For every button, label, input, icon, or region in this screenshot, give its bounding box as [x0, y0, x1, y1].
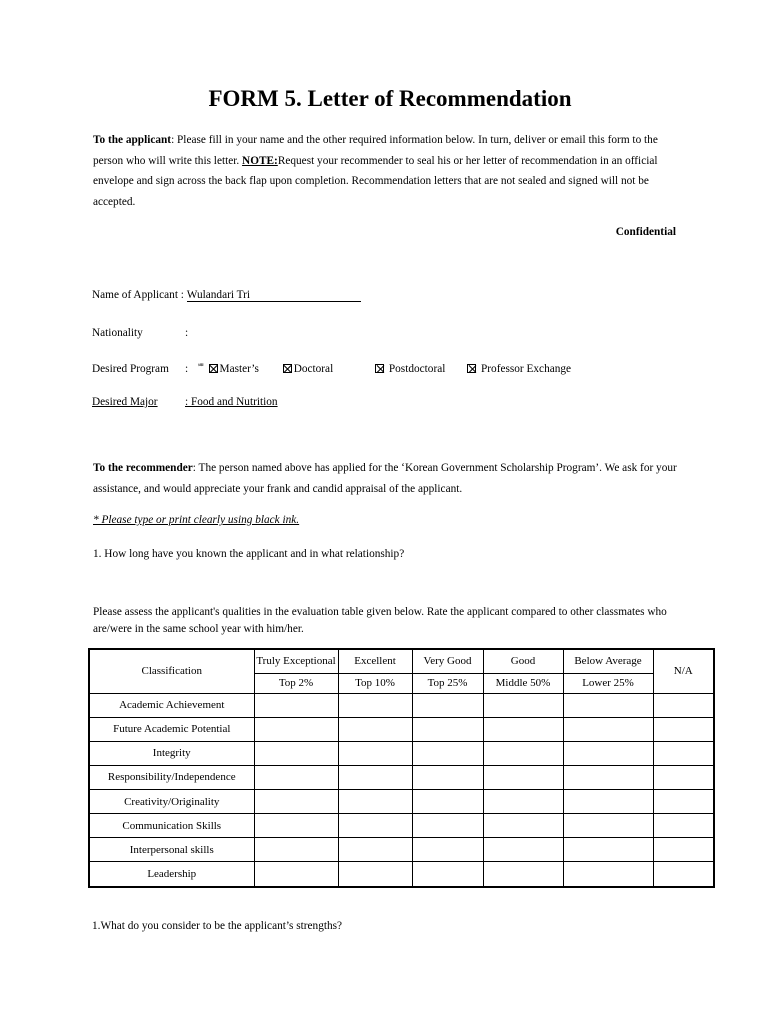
column-header: Good: [483, 649, 563, 673]
rating-cell[interactable]: [483, 693, 563, 717]
applicant-name-row: [92, 289, 361, 302]
rating-cell[interactable]: [254, 741, 338, 765]
rating-cell[interactable]: [412, 717, 483, 741]
rating-cell[interactable]: [563, 814, 653, 838]
rating-cell[interactable]: [338, 717, 412, 741]
applicant-name-separator: :: [177, 289, 187, 301]
rating-cell[interactable]: [483, 717, 563, 741]
assess-instructions: Please assess the applicant's qualities in the evaluation table given below. Rate the applicant compared to other classmates who are/were in the same school year with him/her.: [93, 606, 667, 635]
column-subheader: Top 10%: [338, 673, 412, 693]
table-row: [89, 693, 714, 717]
program-option-professor-exchange[interactable]: [467, 363, 571, 375]
rating-cell[interactable]: [254, 838, 338, 862]
row-label: Communication Skills: [89, 814, 254, 838]
checkbox-icon: [283, 364, 292, 373]
row-label: Creativity/Originality: [89, 790, 254, 814]
rating-cell[interactable]: [254, 814, 338, 838]
checkbox-icon: [467, 364, 476, 373]
rating-cell[interactable]: [483, 838, 563, 862]
rating-cell[interactable]: [563, 693, 653, 717]
checkbox-icon: [375, 364, 384, 373]
table-row: [89, 814, 714, 838]
rating-cell[interactable]: [254, 862, 338, 887]
applicant-name-label: Name of Applicant: [92, 289, 178, 301]
program-mark: ᄈ: [196, 363, 205, 372]
rating-cell[interactable]: [563, 862, 653, 887]
rating-cell[interactable]: [254, 717, 338, 741]
rating-cell[interactable]: [254, 693, 338, 717]
recommender-heading: To the recommender: [93, 462, 193, 474]
ink-instruction: [93, 514, 299, 526]
nationality-separator: :: [185, 327, 189, 339]
table-row: [89, 862, 714, 887]
row-label: Interpersonal skills: [89, 838, 254, 862]
row-label: Leadership: [89, 862, 254, 887]
rating-cell[interactable]: [563, 790, 653, 814]
program-option-label: Doctoral: [293, 363, 334, 375]
rating-cell[interactable]: [254, 765, 338, 789]
row-label: Responsibility/Independence: [89, 765, 254, 789]
row-label: Academic Achievement: [89, 693, 254, 717]
rating-cell[interactable]: [483, 790, 563, 814]
applicant-heading: To the applicant: [93, 134, 172, 146]
column-header: Truly Exceptional: [254, 649, 338, 673]
rating-cell[interactable]: [338, 838, 412, 862]
rating-cell[interactable]: [338, 862, 412, 887]
column-subheader: Lower 25%: [563, 673, 653, 693]
column-subheader: Top 2%: [254, 673, 338, 693]
program-option-doctoral[interactable]: [283, 363, 334, 375]
confidential-label: Confidential: [615, 226, 676, 238]
instruction-star: *: [93, 514, 102, 526]
column-header: Very Good: [412, 649, 483, 673]
form-title: FORM 5. Letter of Recommendation: [208, 86, 572, 111]
program-option-label: Postdoctoral: [388, 363, 446, 375]
rating-cell[interactable]: [412, 862, 483, 887]
recommender-text: : The person named above has applied for the ‘Korean Government Scholarship Program’. We ask for your assistance, and would appreciate your frank and candid appraisal of the applicant.: [93, 462, 677, 495]
instruction-text: Please type or print clearly using black ink.: [101, 514, 300, 526]
recommender-instructions: [93, 458, 685, 499]
rating-cell[interactable]: [412, 838, 483, 862]
table-row: [89, 765, 714, 789]
rating-cell[interactable]: [483, 765, 563, 789]
applicant-text-1: : Please fill in your name and the other required information below. In turn, deliver or email this form to the person who will write this letter.: [93, 134, 658, 167]
question-relationship: 1. How long have you known the applicant and in what relationship?: [93, 548, 405, 560]
desired-major-label: Desired Major: [92, 396, 158, 408]
rating-cell[interactable]: [653, 862, 714, 887]
desired-major-value[interactable]: : Food and Nutrition: [185, 396, 278, 408]
na-header: N/A: [653, 649, 714, 693]
desired-major-row: [92, 396, 278, 408]
rating-cell[interactable]: [653, 741, 714, 765]
program-option-postdoctoral[interactable]: [375, 363, 445, 375]
rating-cell[interactable]: [653, 765, 714, 789]
rating-cell[interactable]: [653, 814, 714, 838]
rating-cell[interactable]: [563, 838, 653, 862]
desired-program-separator: :: [185, 363, 189, 375]
rating-cell[interactable]: [563, 717, 653, 741]
rating-cell[interactable]: [412, 765, 483, 789]
rating-cell[interactable]: [338, 765, 412, 789]
rating-cell[interactable]: [412, 790, 483, 814]
table-row: [89, 790, 714, 814]
rating-cell[interactable]: [563, 741, 653, 765]
rating-cell[interactable]: [338, 741, 412, 765]
rating-cell[interactable]: [412, 693, 483, 717]
column-subheader: Top 25%: [412, 673, 483, 693]
classification-header: Classification: [89, 649, 254, 693]
column-header: Below Average: [563, 649, 653, 673]
rating-cell[interactable]: [338, 790, 412, 814]
rating-cell[interactable]: [412, 814, 483, 838]
rating-cell[interactable]: [563, 765, 653, 789]
rating-cell[interactable]: [412, 741, 483, 765]
applicant-text-2: Request your recommender to seal his or her letter of recommendation in an official envelope and sign across the back flap upon completion. Recommendation letters that are not sealed and signed will not be accepted.: [93, 154, 658, 209]
column-subheader: Middle 50%: [483, 673, 563, 693]
table-row: [89, 741, 714, 765]
program-option-masters[interactable]: [209, 363, 259, 375]
rating-cell[interactable]: [653, 693, 714, 717]
rating-cell[interactable]: [653, 790, 714, 814]
table-row: [89, 838, 714, 862]
rating-cell[interactable]: [653, 838, 714, 862]
row-label: Integrity: [89, 741, 254, 765]
rating-cell[interactable]: [338, 693, 412, 717]
evaluation-table: [88, 648, 715, 888]
nationality-label: Nationality: [92, 327, 143, 339]
program-option-label: Professor Exchange: [481, 363, 572, 375]
nationality-row: [92, 327, 188, 339]
rating-cell[interactable]: [653, 717, 714, 741]
applicant-instructions: [93, 130, 685, 213]
column-header: Excellent: [338, 649, 412, 673]
rating-cell[interactable]: [483, 814, 563, 838]
applicant-name-value[interactable]: Wulandari Tri: [187, 289, 361, 302]
desired-program-label: Desired Program: [92, 363, 169, 375]
table-row: [89, 717, 714, 741]
rating-cell[interactable]: [483, 741, 563, 765]
program-option-label: Master’s: [219, 363, 259, 375]
rating-cell[interactable]: [254, 790, 338, 814]
row-label: Future Academic Potential: [89, 717, 254, 741]
question-strengths: 1.What do you consider to be the applicant’s strengths?: [92, 920, 343, 932]
note-label: NOTE:: [242, 154, 278, 167]
rating-cell[interactable]: [338, 814, 412, 838]
checkbox-icon: [209, 364, 218, 373]
desired-program-row: [92, 362, 571, 375]
rating-cell[interactable]: [483, 862, 563, 887]
